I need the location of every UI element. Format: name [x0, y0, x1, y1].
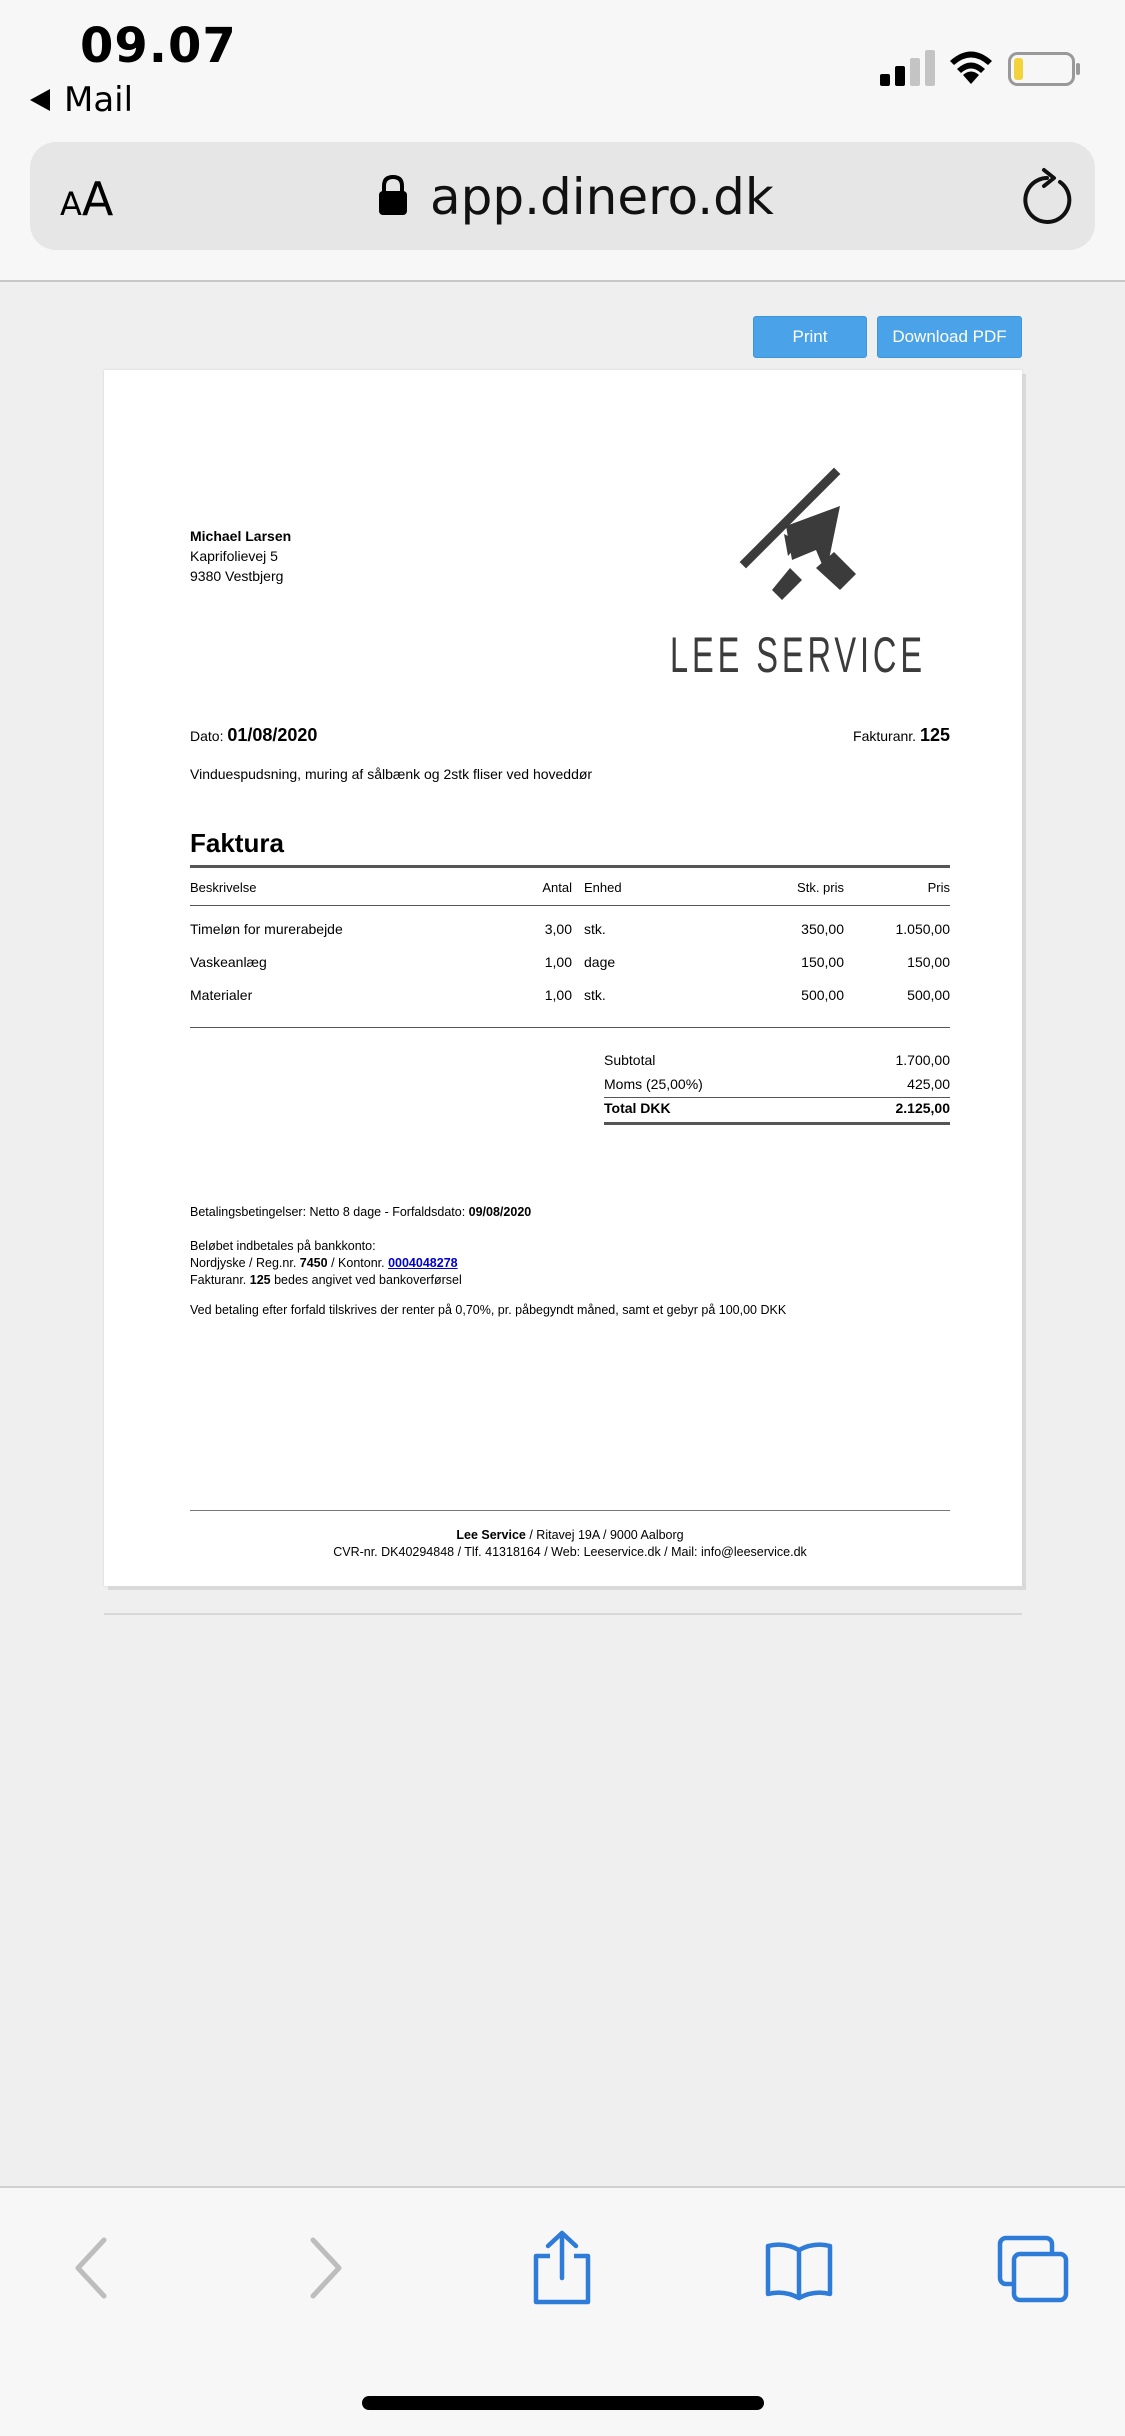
status-bar [0, 0, 1125, 140]
row-2-unit-price: 150,00 [801, 954, 844, 970]
row-3-unit: stk. [584, 987, 606, 1003]
back-triangle-icon [30, 89, 50, 111]
row-3-quantity: 1,00 [544, 987, 572, 1003]
text-size-large-glyph: A [81, 172, 114, 226]
home-indicator [362, 2396, 764, 2410]
back-to-mail-link[interactable] [30, 80, 133, 120]
bookmarks-icon[interactable] [764, 2240, 834, 2300]
col-header-price: Pris [927, 880, 950, 895]
customer-street: Kaprifolievej 5 [190, 548, 278, 564]
browser-address-area [0, 140, 1125, 282]
back-icon[interactable] [72, 2236, 112, 2300]
address-bar[interactable] [30, 142, 1095, 250]
page-divider [104, 1613, 1022, 1615]
wifi-icon [948, 48, 994, 86]
text-size-button[interactable] [60, 172, 113, 226]
payment-reference-line [190, 1272, 462, 1289]
back-to-mail-label: Mail [64, 80, 134, 120]
row-3-price: 500,00 [907, 987, 950, 1003]
invoice-number [853, 725, 950, 746]
table-bottom-rule [190, 1027, 950, 1028]
footer-rule [190, 1510, 950, 1511]
total-top-rule [604, 1097, 950, 1098]
col-header-unit: Enhed [584, 880, 622, 895]
row-1-unit: stk. [584, 921, 606, 937]
row-1-price: 1.050,00 [895, 921, 950, 937]
url-text: app.dinero.dk [430, 168, 774, 226]
total-label: Total DKK [604, 1100, 671, 1116]
row-1-quantity: 3,00 [544, 921, 572, 937]
cellular-signal-icon [880, 50, 936, 86]
battery-icon [1008, 52, 1082, 86]
row-1-unit-price: 350,00 [801, 921, 844, 937]
bank-intro: Beløbet indbetales på bankkonto: [190, 1239, 376, 1253]
row-3-unit-price: 500,00 [801, 987, 844, 1003]
invoice-title: Faktura [190, 828, 284, 858]
lock-icon [377, 174, 409, 216]
invoice-description: Vinduespudsning, muring af sålbænk og 2stk fliser ved hoveddør [190, 766, 593, 782]
invoice-number-label: Fakturanr. [853, 728, 917, 744]
row-3-description: Materialer [190, 987, 253, 1003]
footer-company: Lee Service [456, 1528, 526, 1542]
payment-terms [190, 1204, 531, 1221]
due-date: 09/08/2020 [468, 1205, 532, 1219]
payment-terms-text: Betalingsbetingelser: Netto 8 dage - Forfaldsdato: [190, 1205, 466, 1219]
print-button[interactable]: Print [753, 316, 867, 358]
download-pdf-button[interactable]: Download PDF [877, 316, 1022, 358]
reload-icon[interactable] [1020, 170, 1074, 226]
table-top-rule [190, 865, 950, 868]
bank-account-line [190, 1255, 462, 1272]
bank-details [190, 1238, 462, 1289]
customer-name: Michael Larsen [190, 528, 292, 544]
vat-value: 425,00 [907, 1076, 950, 1092]
row-2-quantity: 1,00 [544, 954, 572, 970]
forward-icon[interactable] [305, 2236, 345, 2300]
col-header-description: Beskrivelse [190, 880, 257, 895]
col-header-quantity: Antal [542, 880, 572, 895]
vat-label: Moms (25,00%) [604, 1076, 703, 1092]
row-2-price: 150,00 [907, 954, 950, 970]
total-value: 2.125,00 [895, 1100, 950, 1116]
status-time: 09.07 [80, 18, 237, 74]
account-number-link[interactable]: 0004048278 [388, 1256, 458, 1270]
text-size-small-glyph: A [60, 185, 82, 223]
late-fee-notice: Ved betaling efter forfald tilskrives der renter på 0,70%, pr. påbegyndt måned, samt et gebyr på 100,00 DKK [190, 1303, 787, 1317]
invoice-date [190, 725, 317, 746]
header-rule [190, 905, 950, 906]
footer-details: CVR-nr. DK40294848 / Tlf. 41318164 / Web: Leeservice.dk / Mail: info@leeservice.dk [333, 1545, 807, 1559]
date-value: 01/08/2020 [227, 725, 318, 745]
share-icon[interactable] [530, 2230, 594, 2306]
invoice-document [104, 370, 1022, 1586]
col-header-unit-price: Stk. pris [797, 880, 844, 895]
reference-suffix: bedes angivet ved bankoverførsel [274, 1273, 462, 1287]
bank-prefix: Nordjyske / Reg.nr. [190, 1256, 297, 1270]
reg-number: 7450 [299, 1256, 328, 1270]
account-prefix: / Kontonr. [331, 1256, 385, 1270]
total-bottom-rule [604, 1122, 950, 1125]
invoice-number-value: 125 [919, 725, 950, 745]
row-2-description: Vaskeanlæg [190, 954, 267, 970]
subtotal-value: 1.700,00 [895, 1052, 950, 1068]
customer-address [190, 526, 291, 586]
footer-company-line [190, 1527, 950, 1544]
logo-text: LEE SERVICE [670, 627, 926, 683]
subtotal-label: Subtotal [604, 1052, 656, 1068]
customer-city: 9380 Vestbjerg [190, 568, 284, 584]
date-label: Dato: [190, 728, 224, 744]
reference-prefix: Fakturanr. [190, 1273, 247, 1287]
company-logo [670, 462, 926, 683]
tabs-icon[interactable] [996, 2234, 1070, 2304]
footer-address: / Ritavej 19A / 9000 Aalborg [529, 1528, 684, 1542]
reference-number: 125 [249, 1273, 271, 1287]
row-1-description: Timeløn for murerabejde [190, 921, 343, 937]
row-2-unit: dage [584, 954, 616, 970]
